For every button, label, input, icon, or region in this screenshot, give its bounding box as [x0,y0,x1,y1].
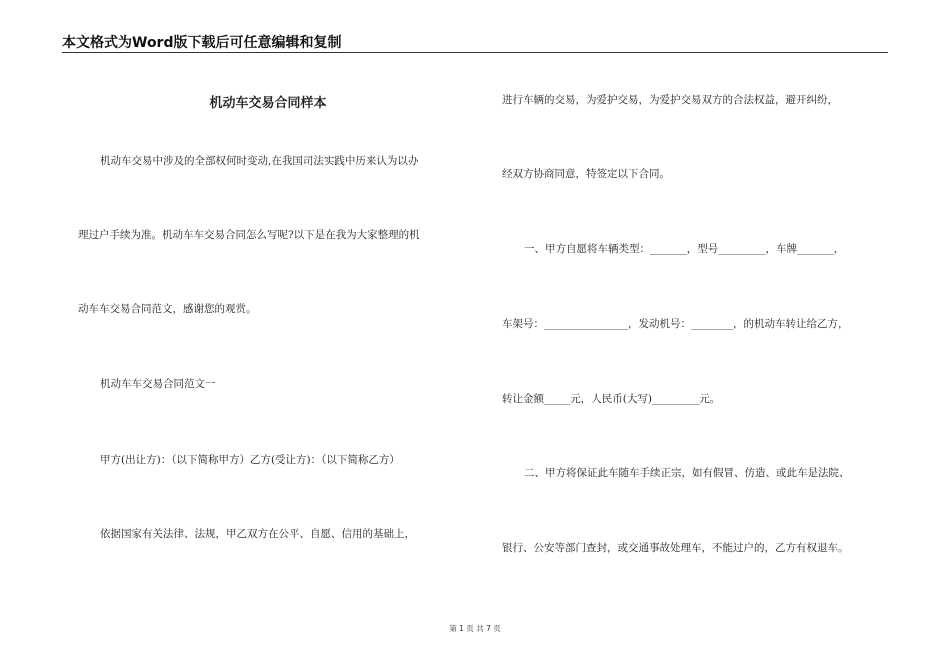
section-heading: 机动车车交易合同范文一 [100,378,216,390]
paragraph-line: 进行车辆的交易，为爱护交易，为爱护交易双方的合法权益，避开纠纷， [502,94,838,106]
clause-line: 转让金额_____元，人民币(大写)_________元。 [502,393,721,405]
clause-line: 银行、公安等部门查封，或交通事故处理车，不能过户的，乙方有权退车。 [502,542,849,554]
download-banner: 本文格式为Word版下载后可任意编辑和复制 [62,35,342,51]
paragraph-line: 机动车交易中涉及的全部权何时变动,在我国司法实践中历来认为以办 [100,155,419,167]
clause-line: 一、甲方自愿将车辆类型：_______，型号_________，车牌_______， [524,243,845,255]
clause-line: 车架号：________________，发动机号：________，的机动车转让给乙方， [502,318,849,330]
header-rule [62,52,888,53]
paragraph-line: 理过户手续为准。机动车车交易合同怎么写呢?以下是在我为大家整理的机 [78,229,420,241]
paragraph-line: 甲方(出让方)：（以下简称甲方）乙方(受让方)：（以下简称乙方） [100,454,400,466]
document-title: 机动车交易合同样本 [209,96,327,111]
page-number: 第 1 页 共 7 页 [449,624,501,633]
paragraph-line: 动车车交易合同范文，感谢您的观赏。 [78,303,257,315]
clause-line: 二、甲方将保证此车随车手续正宗，如有假冒、仿造、或此车是法院、 [524,467,850,479]
paragraph-line: 经双方协商同意，特签定以下合同。 [502,168,670,180]
paragraph-line: 依据国家有关法律、法规，甲乙双方在公平、自愿、信用的基础上， [100,528,415,540]
